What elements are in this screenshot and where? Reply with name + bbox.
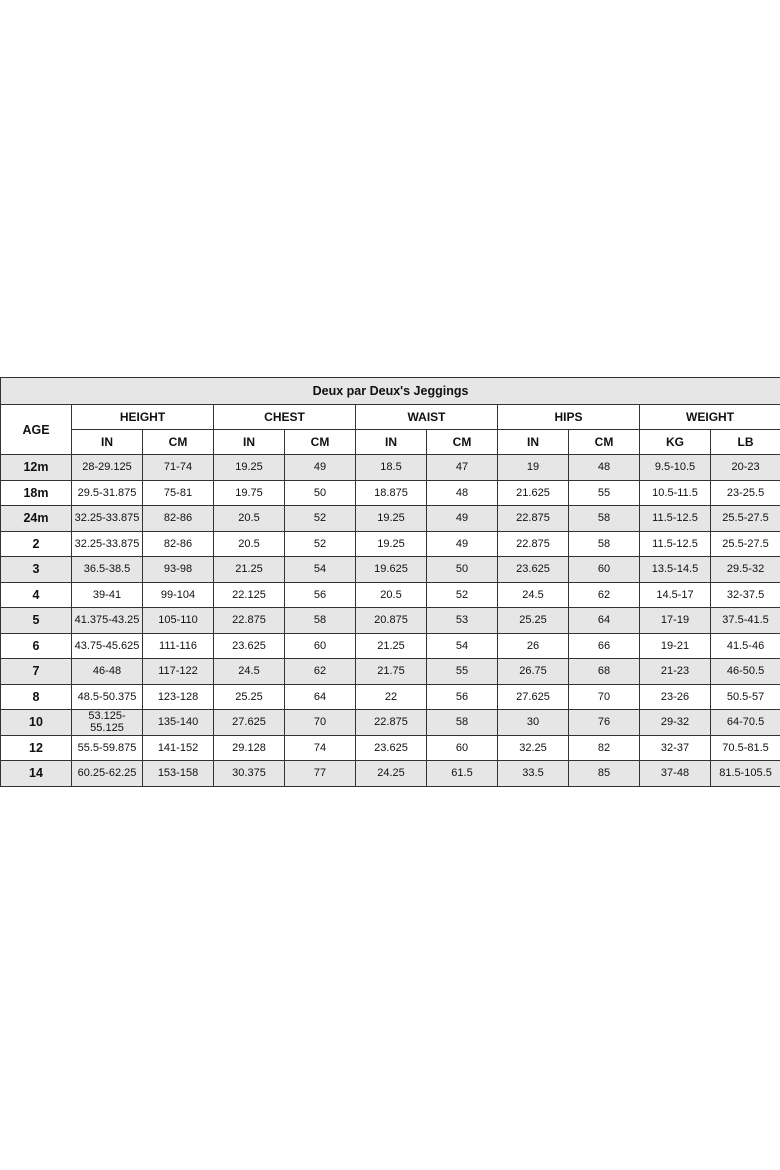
age-cell: 24m bbox=[1, 506, 72, 532]
table-cell: 18.875 bbox=[356, 480, 427, 506]
table-cell: 23-26 bbox=[640, 684, 711, 710]
table-cell: 19.25 bbox=[356, 531, 427, 557]
table-cell: 22.875 bbox=[214, 608, 285, 634]
table-cell: 62 bbox=[285, 659, 356, 685]
age-cell: 2 bbox=[1, 531, 72, 557]
table-cell: 53 bbox=[427, 608, 498, 634]
table-cell: 43.75-45.625 bbox=[72, 633, 143, 659]
table-cell: 10.5-11.5 bbox=[640, 480, 711, 506]
table-cell: 36.5-38.5 bbox=[72, 557, 143, 583]
table-cell: 9.5-10.5 bbox=[640, 455, 711, 481]
table-cell: 27.625 bbox=[498, 684, 569, 710]
table-cell: 93-98 bbox=[143, 557, 214, 583]
table-cell: 82-86 bbox=[143, 506, 214, 532]
table-cell: 28-29.125 bbox=[72, 455, 143, 481]
table-cell: 60 bbox=[569, 557, 640, 583]
table-cell: 32-37.5 bbox=[711, 582, 780, 608]
size-chart bbox=[0, 377, 780, 787]
table-cell: 20.875 bbox=[356, 608, 427, 634]
group-header-hips: HIPS bbox=[498, 405, 640, 430]
table-row bbox=[1, 761, 780, 787]
age-cell: 4 bbox=[1, 582, 72, 608]
unit-header: CM bbox=[427, 430, 498, 455]
table-cell: 48.5-50.375 bbox=[72, 684, 143, 710]
table-cell: 20-23 bbox=[711, 455, 780, 481]
table-cell: 71-74 bbox=[143, 455, 214, 481]
table-cell: 74 bbox=[285, 735, 356, 761]
table-cell: 22.875 bbox=[498, 506, 569, 532]
table-cell: 105-110 bbox=[143, 608, 214, 634]
table-cell: 19.75 bbox=[214, 480, 285, 506]
unit-header: IN bbox=[356, 430, 427, 455]
group-header-chest: CHEST bbox=[214, 405, 356, 430]
table-cell: 49 bbox=[427, 531, 498, 557]
age-cell: 3 bbox=[1, 557, 72, 583]
table-cell: 24.25 bbox=[356, 761, 427, 787]
unit-header: CM bbox=[143, 430, 214, 455]
table-cell: 21.75 bbox=[356, 659, 427, 685]
table-cell: 19.25 bbox=[356, 506, 427, 532]
table-cell: 76 bbox=[569, 710, 640, 736]
age-cell: 18m bbox=[1, 480, 72, 506]
table-body bbox=[1, 455, 780, 787]
age-cell: 5 bbox=[1, 608, 72, 634]
table-cell: 22.875 bbox=[498, 531, 569, 557]
group-header-waist: WAIST bbox=[356, 405, 498, 430]
table-row bbox=[1, 455, 780, 481]
table-cell: 55 bbox=[427, 659, 498, 685]
table-cell: 60 bbox=[285, 633, 356, 659]
unit-header: LB bbox=[711, 430, 780, 455]
table-cell: 21-23 bbox=[640, 659, 711, 685]
table-cell: 68 bbox=[569, 659, 640, 685]
table-cell: 32.25-33.875 bbox=[72, 506, 143, 532]
table-cell: 117-122 bbox=[143, 659, 214, 685]
table-cell: 60.25-62.25 bbox=[72, 761, 143, 787]
table-cell: 54 bbox=[285, 557, 356, 583]
table-cell: 49 bbox=[285, 455, 356, 481]
table-cell: 19 bbox=[498, 455, 569, 481]
table-cell: 25.25 bbox=[214, 684, 285, 710]
table-cell: 55 bbox=[569, 480, 640, 506]
table-cell: 135-140 bbox=[143, 710, 214, 736]
table-cell: 153-158 bbox=[143, 761, 214, 787]
unit-header: CM bbox=[285, 430, 356, 455]
table-cell: 21.25 bbox=[356, 633, 427, 659]
table-cell: 32.25-33.875 bbox=[72, 531, 143, 557]
table-cell: 24.5 bbox=[498, 582, 569, 608]
table-row bbox=[1, 710, 780, 736]
table-cell: 123-128 bbox=[143, 684, 214, 710]
table-cell: 23.625 bbox=[498, 557, 569, 583]
table-cell: 58 bbox=[427, 710, 498, 736]
table-cell: 64 bbox=[569, 608, 640, 634]
table-cell: 18.5 bbox=[356, 455, 427, 481]
table-cell: 60 bbox=[427, 735, 498, 761]
unit-header: KG bbox=[640, 430, 711, 455]
table-cell: 19-21 bbox=[640, 633, 711, 659]
table-cell: 20.5 bbox=[356, 582, 427, 608]
unit-header: IN bbox=[72, 430, 143, 455]
table-cell: 58 bbox=[569, 531, 640, 557]
table-cell: 61.5 bbox=[427, 761, 498, 787]
table-cell: 27.625 bbox=[214, 710, 285, 736]
table-row bbox=[1, 582, 780, 608]
table-title: Deux par Deux's Jeggings bbox=[1, 378, 780, 405]
table-cell: 21.625 bbox=[498, 480, 569, 506]
table-cell: 50 bbox=[285, 480, 356, 506]
table-row bbox=[1, 506, 780, 532]
table-cell: 55.5-59.875 bbox=[72, 735, 143, 761]
table-cell: 64 bbox=[285, 684, 356, 710]
age-cell: 12m bbox=[1, 455, 72, 481]
table-cell: 77 bbox=[285, 761, 356, 787]
group-header-height: HEIGHT bbox=[72, 405, 214, 430]
table-cell: 50.5-57 bbox=[711, 684, 780, 710]
table-row bbox=[1, 684, 780, 710]
age-header: AGE bbox=[1, 405, 72, 455]
table-cell: 56 bbox=[285, 582, 356, 608]
table-cell: 17-19 bbox=[640, 608, 711, 634]
table-cell: 141-152 bbox=[143, 735, 214, 761]
table-cell: 37-48 bbox=[640, 761, 711, 787]
table-cell: 50 bbox=[427, 557, 498, 583]
table-cell: 49 bbox=[427, 506, 498, 532]
table-cell: 52 bbox=[285, 531, 356, 557]
unit-header: IN bbox=[498, 430, 569, 455]
table-cell: 11.5-12.5 bbox=[640, 506, 711, 532]
table-cell: 99-104 bbox=[143, 582, 214, 608]
table-cell: 25.5-27.5 bbox=[711, 506, 780, 532]
table-cell: 53.125-55.125 bbox=[72, 710, 143, 736]
unit-header: IN bbox=[214, 430, 285, 455]
table-cell: 81.5-105.5 bbox=[711, 761, 780, 787]
table-cell: 52 bbox=[285, 506, 356, 532]
size-table bbox=[0, 377, 780, 787]
age-cell: 8 bbox=[1, 684, 72, 710]
table-cell: 29.5-32 bbox=[711, 557, 780, 583]
table-cell: 20.5 bbox=[214, 531, 285, 557]
table-cell: 29.128 bbox=[214, 735, 285, 761]
table-cell: 22 bbox=[356, 684, 427, 710]
table-cell: 52 bbox=[427, 582, 498, 608]
group-header-weight: WEIGHT bbox=[640, 405, 780, 430]
table-cell: 58 bbox=[569, 506, 640, 532]
table-cell: 66 bbox=[569, 633, 640, 659]
table-cell: 75-81 bbox=[143, 480, 214, 506]
table-row bbox=[1, 557, 780, 583]
age-cell: 6 bbox=[1, 633, 72, 659]
table-cell: 33.5 bbox=[498, 761, 569, 787]
table-cell: 62 bbox=[569, 582, 640, 608]
table-cell: 37.5-41.5 bbox=[711, 608, 780, 634]
table-cell: 32-37 bbox=[640, 735, 711, 761]
table-cell: 25.25 bbox=[498, 608, 569, 634]
table-cell: 29.5-31.875 bbox=[72, 480, 143, 506]
table-cell: 39-41 bbox=[72, 582, 143, 608]
table-cell: 111-116 bbox=[143, 633, 214, 659]
unit-header: CM bbox=[569, 430, 640, 455]
table-cell: 26 bbox=[498, 633, 569, 659]
table-cell: 46-50.5 bbox=[711, 659, 780, 685]
table-row bbox=[1, 633, 780, 659]
table-cell: 29-32 bbox=[640, 710, 711, 736]
table-cell: 30 bbox=[498, 710, 569, 736]
table-cell: 32.25 bbox=[498, 735, 569, 761]
table-cell: 41.375-43.25 bbox=[72, 608, 143, 634]
table-cell: 20.5 bbox=[214, 506, 285, 532]
table-cell: 82-86 bbox=[143, 531, 214, 557]
table-cell: 14.5-17 bbox=[640, 582, 711, 608]
table-row bbox=[1, 735, 780, 761]
table-cell: 24.5 bbox=[214, 659, 285, 685]
table-cell: 54 bbox=[427, 633, 498, 659]
table-cell: 70.5-81.5 bbox=[711, 735, 780, 761]
table-cell: 48 bbox=[427, 480, 498, 506]
table-cell: 13.5-14.5 bbox=[640, 557, 711, 583]
table-cell: 64-70.5 bbox=[711, 710, 780, 736]
table-cell: 41.5-46 bbox=[711, 633, 780, 659]
age-cell: 10 bbox=[1, 710, 72, 736]
table-cell: 47 bbox=[427, 455, 498, 481]
table-row bbox=[1, 531, 780, 557]
table-cell: 19.25 bbox=[214, 455, 285, 481]
table-cell: 46-48 bbox=[72, 659, 143, 685]
table-cell: 30.375 bbox=[214, 761, 285, 787]
table-cell: 25.5-27.5 bbox=[711, 531, 780, 557]
table-cell: 11.5-12.5 bbox=[640, 531, 711, 557]
age-cell: 14 bbox=[1, 761, 72, 787]
table-cell: 56 bbox=[427, 684, 498, 710]
table-cell: 21.25 bbox=[214, 557, 285, 583]
table-cell: 22.875 bbox=[356, 710, 427, 736]
table-cell: 23.625 bbox=[356, 735, 427, 761]
table-cell: 85 bbox=[569, 761, 640, 787]
table-cell: 48 bbox=[569, 455, 640, 481]
table-cell: 58 bbox=[285, 608, 356, 634]
table-cell: 70 bbox=[569, 684, 640, 710]
table-cell: 70 bbox=[285, 710, 356, 736]
age-cell: 7 bbox=[1, 659, 72, 685]
table-row bbox=[1, 608, 780, 634]
table-cell: 22.125 bbox=[214, 582, 285, 608]
table-cell: 23.625 bbox=[214, 633, 285, 659]
table-row bbox=[1, 659, 780, 685]
table-cell: 26.75 bbox=[498, 659, 569, 685]
table-cell: 82 bbox=[569, 735, 640, 761]
table-row bbox=[1, 480, 780, 506]
table-cell: 23-25.5 bbox=[711, 480, 780, 506]
age-cell: 12 bbox=[1, 735, 72, 761]
table-cell: 19.625 bbox=[356, 557, 427, 583]
